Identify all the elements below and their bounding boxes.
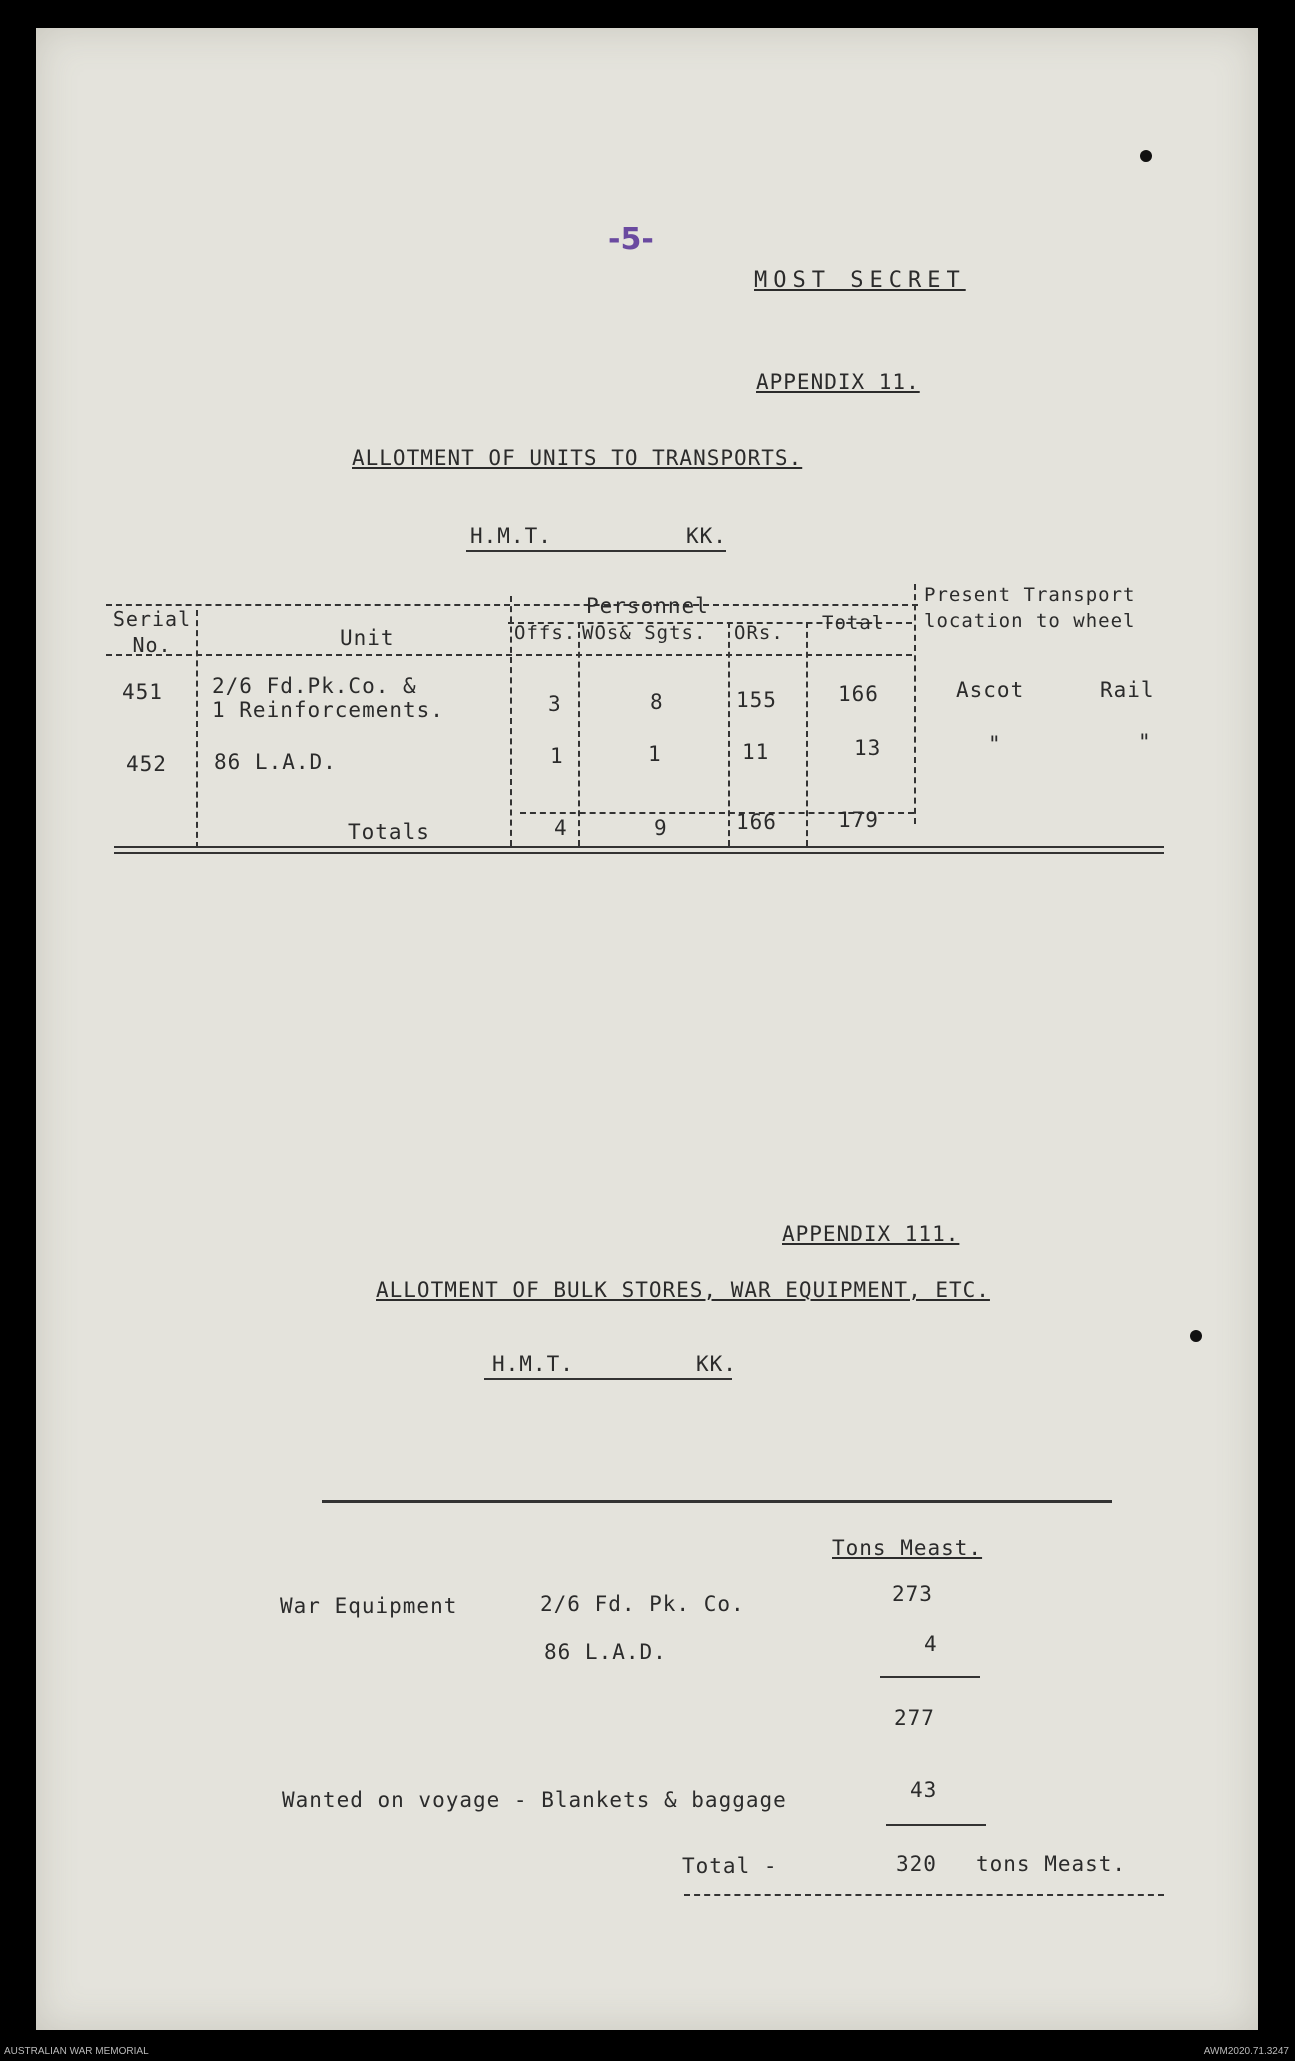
header-location: Present Transport location to wheel (924, 584, 1136, 632)
classification-label: MOST SECRET (754, 268, 966, 293)
row-451-offs: 3 (548, 692, 562, 716)
row-451-location: Ascot (956, 678, 1025, 702)
row-452-transport: " (1138, 730, 1152, 754)
row-452-total: 13 (854, 736, 882, 760)
header-total: Total (822, 612, 885, 634)
col-divider (196, 610, 198, 848)
header-serial: Serial No. (112, 607, 192, 657)
voyage-tons: 43 (910, 1778, 938, 1802)
section-rule (322, 1500, 1112, 1503)
header-unit: Unit (340, 626, 395, 650)
punch-hole (1140, 150, 1152, 162)
table-bottom-line (114, 846, 1164, 848)
row-452-serial: 452 (126, 752, 167, 776)
row-452-ors: 11 (742, 740, 770, 764)
hmt-label: H.M.T. (470, 524, 552, 548)
hmt-underline (466, 550, 726, 552)
row-452-offs: 1 (550, 744, 564, 768)
item-tons-1: 273 (892, 1582, 933, 1606)
hmt-value-2: KK. (696, 1352, 737, 1376)
appendix-iii-subtitle: ALLOTMENT OF BULK STORES, WAR EQUIPMENT, ETC. (376, 1278, 990, 1302)
punch-hole (1190, 1330, 1202, 1342)
footer-right: AWM2020.71.3247 (1203, 2046, 1289, 2057)
row-451-unit-2: 1 Reinforcements. (212, 698, 444, 722)
header-ors: ORs. (734, 622, 784, 644)
war-equipment-label: War Equipment (280, 1594, 458, 1618)
row-451-unit: 2/6 Fd.Pk.Co. & (212, 674, 417, 698)
table-bottom-line (114, 852, 1164, 854)
hmt-value: KK. (686, 524, 727, 548)
header-bottom-line (106, 654, 912, 656)
header-wos: WOs& Sgts. (582, 622, 707, 644)
header-offs: Offs. (514, 622, 577, 644)
item-tons-2: 4 (924, 1632, 938, 1656)
row-452-location: " (988, 732, 1002, 756)
totals-ors: 166 (736, 810, 777, 834)
subtotal-rule (880, 1676, 980, 1678)
document-page (36, 28, 1258, 2030)
col-divider (510, 596, 512, 846)
appendix-ii-title: APPENDIX 11. (756, 370, 920, 394)
voyage-label: Wanted on voyage - Blankets & baggage (282, 1788, 787, 1812)
totals-total: 179 (838, 808, 879, 832)
row-451-wos: 8 (650, 690, 664, 714)
total-unit: tons Meast. (976, 1852, 1127, 1876)
header-personnel: Personnel (586, 594, 709, 618)
totals-label: Totals (348, 820, 430, 844)
total-label: Total - (682, 1854, 778, 1878)
tons-header: Tons Meast. (832, 1536, 983, 1560)
hmt-underline-2 (484, 1378, 732, 1380)
hmt-label-2: H.M.T. (492, 1352, 574, 1376)
item-unit-1: 2/6 Fd. Pk. Co. (540, 1592, 745, 1616)
appendix-iii-title: APPENDIX 111. (782, 1222, 960, 1246)
subtotal-tons: 277 (894, 1706, 935, 1730)
total-tons: 320 (896, 1852, 937, 1876)
item-unit-2: 86 L.A.D. (544, 1640, 667, 1664)
row-452-wos: 1 (648, 742, 662, 766)
row-451-transport: Rail (1100, 678, 1155, 702)
totals-wos: 9 (654, 816, 668, 840)
row-451-total: 166 (838, 682, 879, 706)
voyage-rule (886, 1824, 986, 1826)
totals-offs: 4 (554, 816, 568, 840)
row-452-unit: 86 L.A.D. (214, 750, 337, 774)
table-top-line (106, 604, 918, 606)
footer-left: AUSTRALIAN WAR MEMORIAL (4, 2046, 149, 2057)
col-divider (914, 584, 916, 824)
row-451-ors: 155 (736, 688, 777, 712)
page-number: -5- (608, 222, 654, 257)
total-rule (684, 1894, 1164, 1896)
appendix-ii-subtitle: ALLOTMENT OF UNITS TO TRANSPORTS. (352, 446, 803, 470)
row-451-serial: 451 (122, 680, 163, 704)
